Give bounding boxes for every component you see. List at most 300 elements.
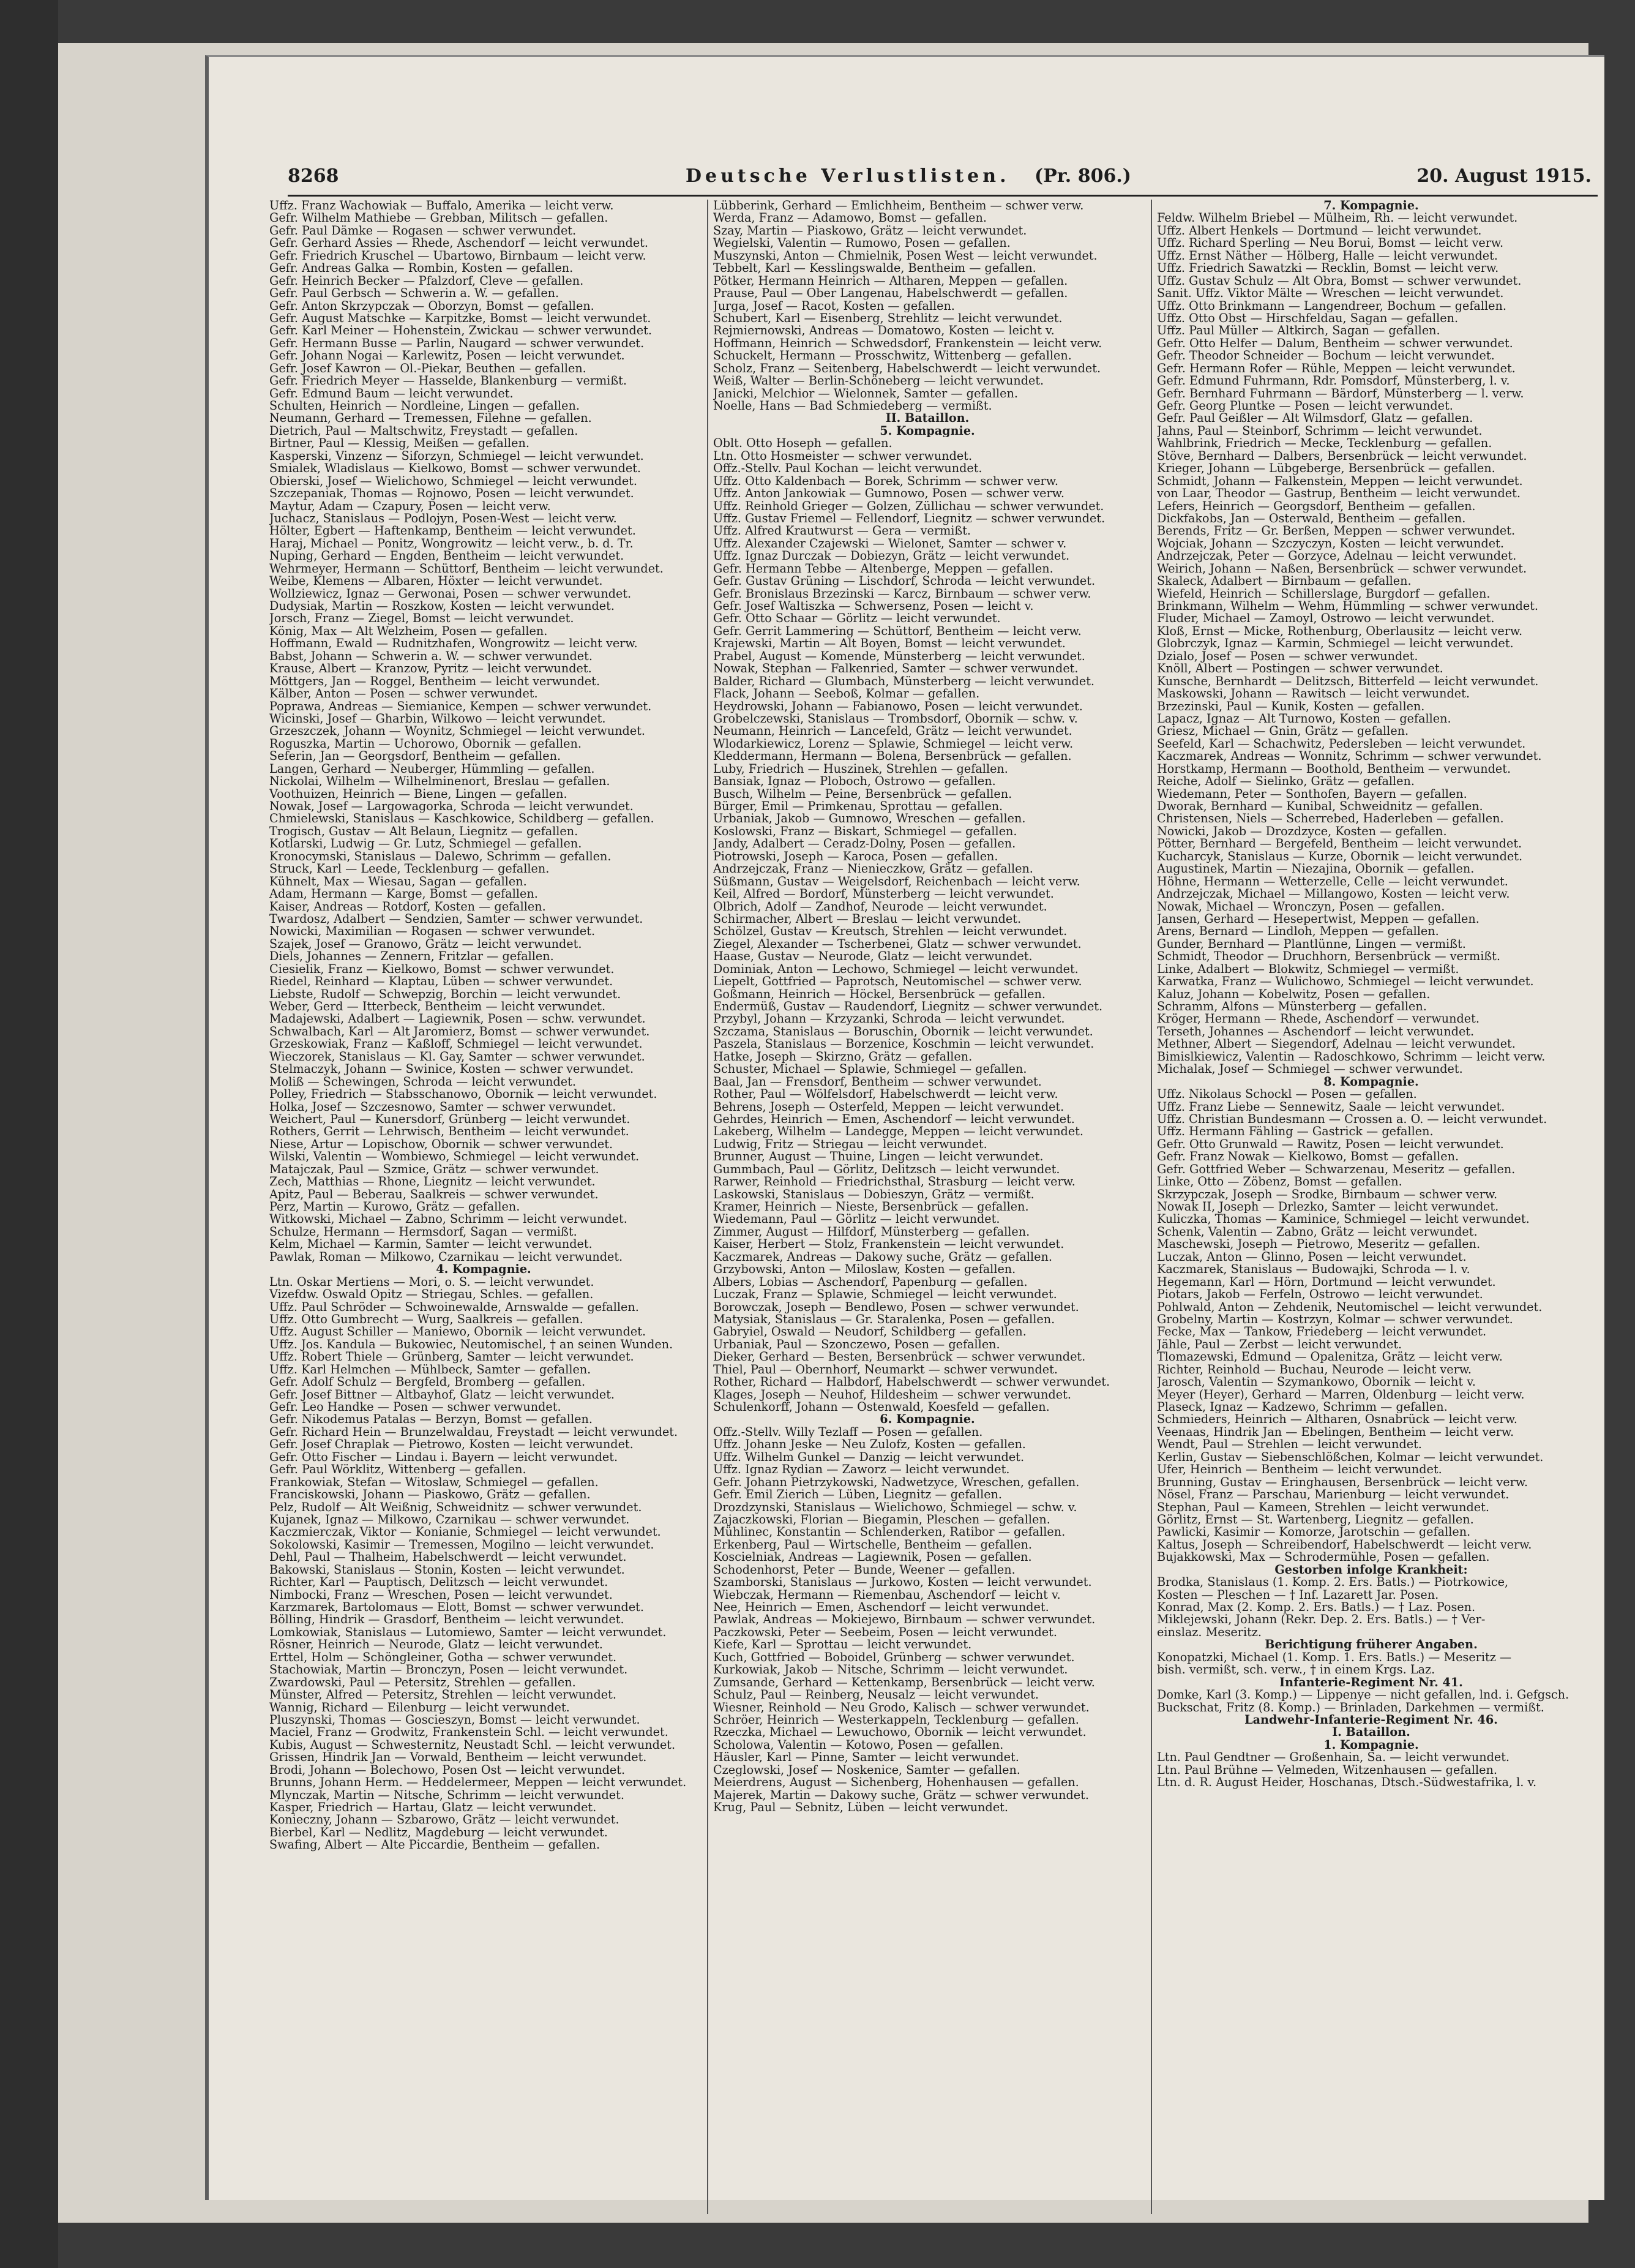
casualty-entry: Uffz. Karl Helmchen — Mühlbeck, Samter — gefallen. xyxy=(269,1363,591,1376)
casualty-entry: Lomkowiak, Stanislaus — Lutomiewo, Samter — leicht verwundet. xyxy=(269,1626,667,1639)
casualty-entry: Methner, Albert — Siegendorf, Adelnau — leicht verwundet. xyxy=(1157,1038,1516,1051)
casualty-entry: Uffz. Gustav Schulz — Alt Obra, Bomst — schwer verwundet. xyxy=(1157,274,1522,288)
casualty-entry: Gefr. Johann Nogai — Karlewitz, Posen — leicht verwundet. xyxy=(269,350,625,362)
casualty-entry: Neumann, Gerhard — Tremessen, Filehne — gefallen. xyxy=(269,412,592,425)
casualty-entry: Haase, Gustav — Neurode, Glatz — leicht verwundet. xyxy=(713,950,1033,963)
casualty-entry: Höhne, Hermann — Wetterzelle, Celle — leicht verwundet. xyxy=(1157,875,1508,888)
casualty-entry: Ufer, Heinrich — Bentheim — leicht verwundet. xyxy=(1157,1463,1442,1476)
casualty-entry: Trogisch, Gustav — Alt Belaun, Liegnitz — gefallen. xyxy=(269,825,578,838)
casualty-entry: Dudysiak, Martin — Roszkow, Kosten — leicht verwundet. xyxy=(269,600,615,613)
section-heading: Gestorben infolge Krankheit: xyxy=(1274,1563,1468,1577)
casualty-entry: Przybyl, Johann — Krzyzanki, Schroda — leicht verwundet. xyxy=(713,1013,1065,1026)
casualty-entry: Gefr. Gustav Grüning — Lischdorf, Schroda — leicht verwundet. xyxy=(713,575,1096,588)
casualty-entry: Ltn. Oskar Mertiens — Mori, o. S. — leicht verwundet. xyxy=(269,1275,594,1289)
casualty-entry: Wannig, Richard — Eilenburg — leicht verwundet. xyxy=(269,1701,570,1714)
casualty-entry: Lapacz, Ignaz — Alt Turnowo, Kosten — gefallen. xyxy=(1157,712,1451,726)
casualty-entry: Moliß — Schewingen, Schroda — leicht verwundet. xyxy=(269,1075,576,1089)
casualty-entry: Stachowiak, Martin — Bronczyn, Posen — leicht verwundet. xyxy=(269,1664,628,1677)
casualty-entry: Zumsande, Gerhard — Kettenkamp, Bersenbrück — leicht verw. xyxy=(713,1676,1095,1689)
casualty-entry: Chmielewski, Stanislaus — Kaschkowice, Schildberg — gefallen. xyxy=(269,813,654,825)
casualty-entry: Neumann, Heinrich — Lancefeld, Grätz — leicht verwundet. xyxy=(713,725,1072,738)
casualty-entry: Gefr. Josef Chraplak — Pietrowo, Kosten — leicht verwundet. xyxy=(269,1438,634,1451)
casualty-entry: Karwatka, Franz — Wulichowo, Schmiegel — leicht verwundet. xyxy=(1157,975,1534,988)
casualty-entry: Holka, Josef — Szczesnowo, Samter — schwer verwundet. xyxy=(269,1100,616,1113)
casualty-entry: Pohlwald, Anton — Zehdenik, Neutomischel — leicht verwundet. xyxy=(1157,1301,1543,1313)
casualty-entry: Busch, Wilhelm — Peine, Bersenbrück — gefallen. xyxy=(713,787,1012,800)
casualty-entry: Gefr. Paul Dämke — Rogasen — schwer verwundet. xyxy=(269,224,577,238)
casualty-entry: Thiel, Paul — Obernhorf, Neumarkt — schwer verwundet. xyxy=(713,1363,1058,1376)
casualty-entry: Jähle, Paul — Zerbst — leicht verwundet. xyxy=(1157,1338,1402,1351)
casualty-entry: Schramm, Alfons — Münsterberg — gefallen. xyxy=(1157,1001,1427,1013)
casualty-entry: Ltn. d. R. August Heider, Hoschanas, Dtsch.-Südwestafrika, l. v. xyxy=(1157,1776,1537,1789)
casualty-entry: einslaz. Meseritz. xyxy=(1157,1626,1262,1639)
casualty-entry: Gefr. Gerhard Assies — Rhede, Aschendorf — leicht verwundet. xyxy=(269,237,649,250)
casualty-entry: Gefr. Hermann Busse — Parlin, Naugard — schwer verwundet. xyxy=(269,337,645,350)
casualty-entry: Kubis, August — Schwesternitz, Neustadt Schl. — leicht verwundet. xyxy=(269,1738,676,1752)
casualty-entry: Liebste, Rudolf — Schwepzig, Borchin — leicht verwundet. xyxy=(269,988,621,1001)
casualty-entry: Skaleck, Adalbert — Birnbaum — gefallen. xyxy=(1157,575,1412,588)
casualty-entry: Jorsch, Franz — Ziegel, Bomst — leicht verwundet. xyxy=(269,612,574,625)
casualty-entry: Luczak, Franz — Splawie, Schmiegel — leicht verwundet. xyxy=(713,1288,1057,1301)
casualty-entry: Schulten, Heinrich — Nordleine, Lingen — gefallen. xyxy=(269,400,580,413)
casualty-entry: Kiefe, Karl — Sprottau — leicht verwundet. xyxy=(713,1639,972,1651)
casualty-entry: Fluder, Michael — Zamoyl, Ostrowo — leicht verwundet. xyxy=(1157,612,1495,625)
casualty-entry: Schmidt, Johann — Falkenstein, Meppen — leicht verwundet. xyxy=(1157,475,1523,488)
casualty-entry: Dzialo, Josef — Posen — schwer verwundet. xyxy=(1157,650,1418,663)
casualty-entry: Behrens, Joseph — Osterfeld, Meppen — leicht verwundet. xyxy=(713,1100,1064,1113)
casualty-entry: Uffz. Christian Bundesmann — Crossen a. O. — leicht verwundet. xyxy=(1157,1113,1547,1126)
casualty-entry: Baal, Jan — Frensdorf, Bentheim — schwer verwundet. xyxy=(713,1075,1042,1089)
casualty-entry: Rejmiernowski, Andreas — Domatowo, Kosten — leicht v. xyxy=(713,325,1055,337)
casualty-entry: Noelle, Hans — Bad Schmiedeberg — vermißt. xyxy=(713,400,992,413)
casualty-entry: Schulenkorff, Johann — Ostenwald, Koesfeld — gefallen. xyxy=(713,1401,1050,1414)
casualty-entry: Sokolowski, Kasimir — Tremessen, Mogilno — leicht verwundet. xyxy=(269,1538,654,1552)
casualty-entry: Dworak, Bernhard — Kunibal, Schweidnitz — gefallen. xyxy=(1157,800,1483,813)
casualty-entry: Koslowski, Franz — Biskart, Schmiegel — gefallen. xyxy=(713,825,1017,838)
casualty-entry: Weiß, Walter — Berlin-Schöneberg — leicht verwundet. xyxy=(713,375,1044,388)
casualty-entry: Arens, Bernard — Lindloh, Meppen — gefallen. xyxy=(1157,925,1439,938)
casualty-entry: Uffz. Paul Schröder — Schwoinewalde, Arnswalde — gefallen. xyxy=(269,1301,639,1313)
casualty-entry: Uffz. Alfred Krautwurst — Gera — vermißt. xyxy=(713,525,971,538)
casualty-entry: Bansiak, Ignaz — Ploboch, Ostrowo — gefallen. xyxy=(713,775,996,788)
casualty-entry: Uffz. Jos. Kandula — Bukowiec, Neutomischel, † an seinen Wunden. xyxy=(269,1338,673,1351)
casualty-entry: Kälber, Anton — Posen — schwer verwundet. xyxy=(269,688,538,700)
section-heading: 7. Kompagnie. xyxy=(1323,200,1419,212)
casualty-entry: Uffz. Alexander Czajewski — Wielonet, Samter — schwer v. xyxy=(713,537,1067,550)
casualty-entry: Brunner, August — Thuine, Lingen — leicht verwundet. xyxy=(713,1151,1044,1163)
casualty-entry: Ltn. Paul Brühne — Velmeden, Witzenhausen — gefallen. xyxy=(1157,1763,1497,1777)
casualty-entry: Wendt, Paul — Strehlen — leicht verwundet. xyxy=(1157,1438,1422,1451)
casualty-entry: Uffz. Paul Müller — Altkirch, Sagan — gefallen. xyxy=(1157,325,1440,337)
casualty-entry: Endermüß, Gustav — Raudendorf, Liegnitz — schwer verwundet. xyxy=(713,1001,1103,1013)
casualty-entry: Wehrmeyer, Hermann — Schüttorf, Bentheim — leicht verwundet. xyxy=(269,562,664,576)
casualty-entry: Tlomazewski, Edmund — Opalenitza, Grätz — leicht verw. xyxy=(1157,1351,1503,1364)
casualty-entry: Heydrowski, Johann — Fabianowo, Posen — leicht verwundet. xyxy=(713,700,1083,713)
casualty-entry: Grzeskowiak, Franz — Kaßloff, Schmiegel — leicht verwundet. xyxy=(269,1038,643,1051)
section-heading: 8. Kompagnie. xyxy=(1323,1075,1419,1089)
casualty-entry: Maschewski, Joseph — Pietrowo, Meseritz — gefallen. xyxy=(1157,1238,1481,1251)
casualty-entry: Dietrich, Paul — Maltschwitz, Freystadt — gefallen. xyxy=(269,424,578,438)
casualty-entry: Hölter, Egbert — Haftenkamp, Bentheim — leicht verwundet. xyxy=(269,525,636,538)
casualty-entry: Swafing, Albert — Alte Piccardie, Bentheim — gefallen. xyxy=(269,1839,600,1852)
casualty-entry: Smialek, Wladislaus — Kielkowo, Bomst — schwer verwundet. xyxy=(269,462,642,475)
casualty-entry: Gefr. Andreas Galka — Rombin, Kosten — gefallen. xyxy=(269,262,574,275)
casualty-entry: Adam, Hermann — Karge, Bomst — gefallen. xyxy=(269,888,538,901)
casualty-entry: Konrad, Max (2. Komp. 2. Ers. Batls.) — † Laz. Posen. xyxy=(1157,1601,1476,1614)
casualty-entry: Nowak, Stephan — Falkenried, Samter — schwer verwundet. xyxy=(713,663,1079,675)
casualty-entry: Kotlarski, Ludwig — Gr. Lutz, Schmiegel — gefallen. xyxy=(269,838,582,850)
section-heading: Landwehr-Infanterie-Regiment Nr. 46. xyxy=(1244,1713,1498,1727)
casualty-entry: Kronocymski, Stanislaus — Dalewo, Schrimm — gefallen. xyxy=(269,850,612,863)
casualty-entry: Uffz. Anton Jankowiak — Gumnowo, Posen — schwer verw. xyxy=(713,487,1064,500)
casualty-entry: Dickfakobs, Jan — Osterwald, Bentheim — gefallen. xyxy=(1157,512,1466,525)
casualty-entry: Wojciak, Johann — Szczyczyn, Kosten — leicht verwundet. xyxy=(1157,537,1504,550)
casualty-entry: Paszela, Stanislaus — Borzenice, Koschmin — leicht verwundet. xyxy=(713,1038,1094,1051)
casualty-entry: Prause, Paul — Ober Langenau, Habelschwerdt — gefallen. xyxy=(713,287,1068,300)
casualty-entry: Kuliczka, Thomas — Kaminice, Schmiegel — leicht verwundet. xyxy=(1157,1213,1530,1226)
casualty-entry: Stelmaczyk, Johann — Swinice, Kosten — schwer verwundet. xyxy=(269,1063,634,1076)
casualty-entry: Kelm, Michael — Karmin, Samter — leicht verwundet. xyxy=(269,1238,593,1251)
section-heading: Infanterie-Regiment Nr. 41. xyxy=(1279,1676,1463,1689)
casualty-entry: Kucharcyk, Stanislaus — Kurze, Obornik — leicht verwundet. xyxy=(1157,850,1523,863)
casualty-entry: Kröger, Hermann — Rhede, Aschendorf — verwundet. xyxy=(1157,1013,1480,1026)
casualty-entry: Szajek, Josef — Granowo, Grätz — leicht verwundet. xyxy=(269,937,582,951)
casualty-entry: Koscielniak, Andreas — Lagiewnik, Posen — gefallen. xyxy=(713,1551,1032,1564)
casualty-entry: König, Max — Alt Welzheim, Posen — gefallen. xyxy=(269,625,548,638)
casualty-entry: Brunning, Gustav — Eringhausen, Bersenbrück — leicht verw. xyxy=(1157,1476,1528,1489)
casualty-entry: Schirmacher, Albert — Breslau — leicht verwundet. xyxy=(713,912,1022,926)
page-number: 8268 xyxy=(288,165,339,187)
casualty-entry: Frankowiak, Stefan — Witoslaw, Schmiegel — gefallen. xyxy=(269,1476,599,1489)
casualty-entry: Kurkowiak, Jakob — Nitsche, Schrimm — leicht verwundet. xyxy=(713,1664,1068,1677)
casualty-entry: Gefr. Johann Pietrzykowski, Nadwetzyce, Wreschen, gefallen. xyxy=(713,1476,1080,1489)
casualty-entry: Gefr. Paul Gerbsch — Schwerin a. W. — gefallen. xyxy=(269,287,559,300)
casualty-entry: Gabryiel, Oswald — Neudorf, Schildberg — gefallen. xyxy=(713,1326,1027,1339)
casualty-entry: Brodka, Stanislaus (1. Komp. 2. Ers. Batls.) — Piotrkowice, xyxy=(1157,1576,1509,1589)
casualty-entry: Gefr. Emil Zierich — Lüben, Liegnitz — gefallen. xyxy=(713,1489,1003,1501)
casualty-entry: Erkenberg, Paul — Wirtschelle, Bentheim — gefallen. xyxy=(713,1538,1032,1552)
casualty-entry: Wiedemann, Paul — Görlitz — leicht verwundet. xyxy=(713,1213,1000,1226)
casualty-entry: Vizefdw. Oswald Opitz — Striegau, Schles. — gefallen. xyxy=(269,1288,594,1301)
casualty-entry: Kühnelt, Max — Wiesau, Sagan — gefallen. xyxy=(269,875,527,888)
casualty-entry: Uffz. Friedrich Sawatzki — Recklin, Bomst — leicht verw. xyxy=(1157,262,1499,275)
casualty-entry: Linke, Adalbert — Blokwitz, Schmiegel — vermißt. xyxy=(1157,963,1459,976)
casualty-entry: Christensen, Niels — Scherrebed, Haderleben — gefallen. xyxy=(1157,813,1504,825)
casualty-entry: Pawlak, Roman — Milkowo, Czarnikau — leicht verwundet. xyxy=(269,1250,623,1264)
casualty-entry: Ltn. Paul Gendtner — Großenhain, Sa. — leicht verwundet. xyxy=(1157,1751,1510,1764)
casualty-entry: Czeglowski, Josef — Noskenice, Samter — gefallen. xyxy=(713,1763,1020,1777)
casualty-entry: Kunsche, Bernhardt — Delitzsch, Bitterfeld — leicht verwundet. xyxy=(1157,675,1539,688)
casualty-entry: Rzeczka, Michael — Lewuchowo, Obornik — leicht verwundet. xyxy=(713,1726,1087,1739)
casualty-entry: von Laar, Theodor — Gastrup, Bentheim — leicht verwundet. xyxy=(1157,487,1521,500)
casualty-entry: Terseth, Johannes — Aschendorf — leicht verwundet. xyxy=(1157,1025,1475,1038)
casualty-entry: Richter, Reinhold — Buchau, Neurode — leicht verw. xyxy=(1157,1363,1472,1376)
casualty-entry: Struck, Karl — Leede, Tecklenburg — gefallen. xyxy=(269,863,550,876)
column-3 xyxy=(1157,200,1585,1789)
casualty-entry: Brzezinski, Paul — Kunik, Kosten — gefallen. xyxy=(1157,700,1425,713)
casualty-entry: Ciesielik, Franz — Kielkowo, Bomst — schwer verwundet. xyxy=(269,963,615,976)
casualty-entry: Piotrowski, Joseph — Karoca, Posen — gefallen. xyxy=(713,850,998,863)
casualty-entry: Rösner, Heinrich — Neurode, Glatz — leicht verwundet. xyxy=(269,1639,603,1651)
casualty-entry: Uffz. Ernst Näther — Hölberg, Halle — leicht verwundet. xyxy=(1157,249,1498,263)
casualty-entry: Twardosz, Adalbert — Sendzien, Samter — schwer verwundet. xyxy=(269,912,643,926)
casualty-entry: Globrczyk, Ignaz — Karmin, Schmiegel — leicht verwundet. xyxy=(1157,637,1514,650)
casualty-entry: Werda, Franz — Adamowo, Bomst — gefallen. xyxy=(713,212,987,225)
casualty-entry: Gefr. Richard Hein — Brunzelwaldau, Freystadt — leicht verwundet. xyxy=(269,1425,678,1439)
casualty-entry: Brinkmann, Wilhelm — Wehm, Hümmling — schwer verwundet. xyxy=(1157,600,1539,613)
casualty-entry: Kaiser, Herbert — Stolz, Frankenstein — leicht verwundet. xyxy=(713,1238,1064,1251)
casualty-entry: Schwalbach, Karl — Alt Jaromierz, Bomst — schwer verwundet. xyxy=(269,1025,650,1038)
casualty-entry: Konieczny, Johann — Szbarowo, Grätz — leicht verwundet. xyxy=(269,1814,619,1827)
casualty-entry: Krajewski, Martin — Alt Boyen, Bomst — leicht verwundet. xyxy=(713,637,1066,650)
casualty-entry: Pawlicki, Kasimir — Komorze, Jarotschin — gefallen. xyxy=(1157,1526,1471,1539)
casualty-entry: Griesz, Michael — Gnin, Grätz — gefallen. xyxy=(1157,725,1409,738)
casualty-entry: Süßmann, Gustav — Weigelsdorf, Reichenbach — leicht verw. xyxy=(713,875,1080,888)
casualty-entry: Mlynczak, Martin — Nitsche, Schrimm — leicht verwundet. xyxy=(269,1789,624,1801)
casualty-entry: Luczak, Anton — Glinno, Posen — leicht verwundet. xyxy=(1157,1250,1467,1264)
casualty-entry: Krieger, Johann — Lübgeberge, Bersenbrück — gefallen. xyxy=(1157,462,1495,475)
casualty-entry: Schölzel, Gustav — Kreutsch, Strehlen — leicht verwundet. xyxy=(713,925,1068,938)
casualty-entry: Schuckelt, Hermann — Prosschwitz, Wittenberg — gefallen. xyxy=(713,350,1072,362)
casualty-entry: Kerlin, Gustav — Siebenschlößchen, Kolmar — leicht verwundet. xyxy=(1157,1451,1544,1464)
casualty-entry: Gefr. Gottfried Weber — Schwarzenau, Meseritz — gefallen. xyxy=(1157,1163,1516,1176)
casualty-entry: Mühlinec, Konstantin — Schlenderken, Ratibor — gefallen. xyxy=(713,1526,1066,1539)
column-1 xyxy=(269,200,698,1852)
casualty-entry: Jandy, Adalbert — Ceradz-Dolny, Posen — gefallen. xyxy=(713,838,1016,850)
casualty-entry: Uffz. Johann Jeske — Neu Zulofz, Kosten — gefallen. xyxy=(713,1438,1026,1451)
casualty-entry: Reiche, Adolf — Sielinko, Grätz — gefallen. xyxy=(1157,775,1415,788)
casualty-entry: Gefr. Friedrich Meyer — Hasselde, Blankenburg — vermißt. xyxy=(269,375,627,388)
casualty-entry: Gefr. Edmund Fuhrmann, Rdr. Pomsdorf, Münsterberg, l. v. xyxy=(1157,375,1510,388)
casualty-entry: Gefr. Hermann Tebbe — Altenberge, Meppen — gefallen. xyxy=(713,562,1053,576)
casualty-entry: Schuster, Michael — Splawie, Schmiegel — gefallen. xyxy=(713,1063,1027,1076)
casualty-entry: Michalak, Josef — Schmiegel — schwer verwundet. xyxy=(1157,1063,1463,1076)
casualty-entry: Kleddermann, Hermann — Bolena, Bersenbrück — gefallen. xyxy=(713,750,1072,763)
casualty-entry: Horstkamp, Hermann — Boothold, Bentheim — verwundet. xyxy=(1157,762,1511,776)
casualty-entry: Tebbelt, Karl — Kesslingswalde, Bentheim — gefallen. xyxy=(713,262,1036,275)
casualty-entry: Schenk, Valentin — Zabno, Grätz — leicht verwundet. xyxy=(1157,1225,1478,1239)
casualty-entry: Goßmann, Heinrich — Höckel, Bersenbrück — gefallen. xyxy=(713,988,1046,1001)
casualty-entry: Hegemann, Karl — Hörn, Dortmund — leicht verwundet. xyxy=(1157,1275,1496,1289)
casualty-entry: Schodenhorst, Peter — Bunde, Weener — gefallen. xyxy=(713,1563,1016,1577)
casualty-entry: Wiebczak, Hermann — Riemenbau, Aschendorf — leicht v. xyxy=(713,1588,1061,1601)
casualty-entry: Kaczmarek, Andreas — Dakowy suche, Grätz — gefallen. xyxy=(713,1250,1052,1264)
casualty-entry: Häusler, Karl — Pinne, Samter — leicht verwundet. xyxy=(713,1751,1019,1764)
casualty-entry: Gefr. Franz Nowak — Kielkowo, Bomst — gefallen. xyxy=(1157,1151,1459,1163)
casualty-entry: Jarosch, Valentin — Szymankowo, Obornik — leicht v. xyxy=(1157,1376,1476,1389)
page-header xyxy=(288,165,1598,190)
casualty-entry: Meierdrens, August — Sichenberg, Hohenhausen — gefallen. xyxy=(713,1776,1079,1789)
casualty-entry: Witkowski, Michael — Zabno, Schrimm — leicht verwundet. xyxy=(269,1213,627,1226)
casualty-entry: Maytur, Adam — Czapury, Posen — leicht verw. xyxy=(269,500,551,513)
casualty-entry: Wilski, Valentin — Wombiewo, Schmiegel — leicht verwundet. xyxy=(269,1151,640,1163)
casualty-entry: Nimbocki, Franz — Wreschen, Posen — leicht verwundet. xyxy=(269,1588,613,1601)
casualty-entry: Perz, Martin — Kurowo, Grätz — gefallen. xyxy=(269,1201,520,1214)
casualty-entry: Franciskowski, Johann — Piaskowo, Grätz — gefallen. xyxy=(269,1489,591,1501)
casualty-entry: Nuping, Gerhard — Engden, Bentheim — leicht verwundet. xyxy=(269,550,624,563)
casualty-entry: Gefr. Adolf Schulz — Bergfeld, Bromberg — gefallen. xyxy=(269,1376,586,1389)
casualty-entry: Lübberink, Gerhard — Emlichheim, Bentheim — schwer verw. xyxy=(713,200,1084,212)
casualty-entry: Ziegel, Alexander — Tscherbenei, Glatz — schwer verwundet. xyxy=(713,937,1082,951)
casualty-entry: Schmieders, Heinrich — Altharen, Osnabrück — leicht verw. xyxy=(1157,1413,1517,1426)
casualty-entry: Gefr. Karl Meiner — Hohenstein, Zwickau — schwer verwundet. xyxy=(269,325,652,337)
casualty-entry: Uffz. Ignaz Durczak — Dobiezyn, Grätz — leicht verwundet. xyxy=(713,550,1070,563)
casualty-entry: Gefr. Otto Grunwald — Rawitz, Posen — leicht verwundet. xyxy=(1157,1138,1504,1151)
casualty-entry: Gefr. Edmund Baum — leicht verwundet. xyxy=(269,387,514,400)
casualty-entry: Maskowski, Johann — Rawitsch — leicht verwundet. xyxy=(1157,688,1470,700)
casualty-entry: Diels, Johannes — Zennern, Fritzlar — gefallen. xyxy=(269,950,554,963)
casualty-entry: Gefr. Bronislaus Brzezinski — Karcz, Birnbaum — schwer verw. xyxy=(713,587,1091,600)
casualty-entry: Skrzypczak, Joseph — Srodke, Birnbaum — schwer verw. xyxy=(1157,1188,1498,1201)
casualty-entry: Grobelny, Martin — Kostrzyn, Kolmar — schwer verwundet. xyxy=(1157,1313,1513,1326)
casualty-entry: Zwardowski, Paul — Petersitz, Strehlen — gefallen. xyxy=(269,1676,576,1689)
casualty-entry: Uffz. Reinhold Grieger — Golzen, Züllichau — schwer verwundet. xyxy=(713,500,1104,513)
casualty-entry: Bürger, Emil — Primkenau, Sprottau — gefallen. xyxy=(713,800,1003,813)
casualty-entry: Niese, Artur — Lopischow, Obornik — schwer verwundet. xyxy=(269,1138,613,1151)
casualty-entry: Sanit. Uffz. Viktor Mälte — Wreschen — leicht verwundet. xyxy=(1157,287,1504,300)
casualty-entry: Liepelt, Gottfried — Paprotsch, Neutomischel — schwer verw. xyxy=(713,975,1082,988)
casualty-entry: Gefr. Josef Bittner — Altbayhof, Glatz — leicht verwundet. xyxy=(269,1388,615,1401)
casualty-entry: Dehl, Paul — Thalheim, Habelschwerdt — leicht verwundet. xyxy=(269,1551,627,1564)
casualty-entry: Pelz, Rudolf — Alt Weißnig, Schweidnitz — schwer verwundet. xyxy=(269,1501,642,1514)
casualty-entry: Gefr. Paul Geißler — Alt Wilmsdorf, Glatz — gefallen. xyxy=(1157,412,1473,425)
casualty-entry: Weber, Gerd — Itterbeck, Bentheim — leicht verwundet. xyxy=(269,1001,606,1013)
casualty-entry: Balder, Richard — Glumbach, Münsterberg — leicht verwundet. xyxy=(713,675,1095,688)
casualty-entry: Urbaniak, Paul — Szonczewo, Posen — gefallen. xyxy=(713,1338,1000,1351)
casualty-entry: Schubert, Karl — Eisenberg, Strehlitz — leicht verwundet. xyxy=(713,312,1063,325)
section-heading: 1. Kompagnie. xyxy=(1323,1738,1419,1752)
casualty-entry: Uffz. Franz Liebe — Sennewitz, Saale — leicht verwundet. xyxy=(1157,1100,1505,1113)
casualty-entry: Kaiser, Andreas — Rotdorf, Kosten — gefallen. xyxy=(269,900,546,913)
casualty-entry: Gefr. Hermann Rofer — Rühle, Meppen — leicht verwundet. xyxy=(1157,362,1516,375)
casualty-entry: Juchacz, Stanislaus — Podlojyn, Posen-West — leicht verw. xyxy=(269,512,617,525)
casualty-entry: Münster, Alfred — Petersitz, Strehlen — leicht verwundet. xyxy=(269,1689,616,1702)
casualty-entry: Scholowa, Valentin — Kotowo, Posen — gefallen. xyxy=(713,1738,1004,1752)
casualty-entry: Oblt. Otto Hoseph — gefallen. xyxy=(713,437,892,450)
casualty-entry: Kosten — Pleschen — † Inf. Lazarett Jar. Posen. xyxy=(1157,1588,1439,1601)
casualty-entry: Nowicki, Maximilian — Rogasen — schwer verwundet. xyxy=(269,925,596,938)
casualty-entry: Zimmer, August — Hilfdorf, Münsterberg — gefallen. xyxy=(713,1225,1030,1239)
casualty-entry: Kaczmierczak, Viktor — Konianie, Schmiegel — leicht verwundet. xyxy=(269,1526,661,1539)
casualty-entry: Nowak, Michael — Wronczyn, Posen — gefallen. xyxy=(1157,900,1445,913)
casualty-entry: Szamborski, Stanislaus — Jurkowo, Kosten — leicht verwundet. xyxy=(713,1576,1092,1589)
column-2 xyxy=(713,200,1142,1814)
casualty-entry: Wegielski, Valentin — Rumowo, Posen — gefallen. xyxy=(713,237,1011,250)
casualty-entry: Riedel, Reinhard — Klaptau, Lüben — schwer verwundet. xyxy=(269,975,613,988)
casualty-entry: Offz.-Stellv. Willy Tezlaff — Posen — gefallen. xyxy=(713,1425,983,1439)
casualty-entry: Uffz. Otto Brinkmann — Langendreer, Bochum — gefallen. xyxy=(1157,299,1506,312)
casualty-entry: Rothers, Gerrit — Lehrwisch, Bentheim — leicht verwundet. xyxy=(269,1125,629,1138)
casualty-entry: Ludwig, Fritz — Striegau — leicht verwundet. xyxy=(713,1138,987,1151)
casualty-entry: Kramer, Heinrich — Nieste, Bersenbrück — gefallen. xyxy=(713,1201,1029,1214)
casualty-entry: Paczkowski, Peter — Seebeim, Posen — leicht verwundet. xyxy=(713,1626,1057,1639)
casualty-entry: Gefr. Friedrich Kruschel — Ubartowo, Birnbaum — leicht verw. xyxy=(269,249,646,263)
casualty-entry: Nowicki, Jakob — Drozdzyce, Kosten — gefallen. xyxy=(1157,825,1447,838)
casualty-entry: Polley, Friedrich — Stabsschanowo, Obornik — leicht verwundet. xyxy=(269,1088,657,1101)
casualty-entry: Dominiak, Anton — Lechowo, Schmiegel — leicht verwundet. xyxy=(713,963,1079,976)
casualty-entry: Kaczmarek, Andreas — Wonnitz, Schrimm — schwer verwundet. xyxy=(1157,750,1542,763)
casualty-entry: Gefr. Otto Helfer — Dalum, Bentheim — schwer verwundet. xyxy=(1157,337,1513,350)
casualty-entry: Matajczak, Paul — Szmice, Grätz — schwer verwundet. xyxy=(269,1163,599,1176)
casualty-entry: Buckschat, Fritz (8. Komp.) — Brinladen, Darkehmen — vermißt. xyxy=(1157,1701,1544,1714)
casualty-entry: Grissen, Hindrik Jan — Vorwald, Bentheim — leicht verwundet. xyxy=(269,1751,647,1764)
casualty-entry: Flack, Johann — Seeboß, Kolmar — gefallen. xyxy=(713,688,980,700)
casualty-entry: Seferin, Jan — Georgsdorf, Bentheim — gefallen. xyxy=(269,750,561,763)
casualty-entry: Erttel, Holm — Schöngleiner, Gotha — schwer verwundet. xyxy=(269,1651,617,1664)
casualty-entry: Jansen, Gerhard — Hesepertwist, Meppen — gefallen. xyxy=(1157,912,1480,926)
casualty-entry: Luby, Friedrich — Huszinek, Strehlen — gefallen. xyxy=(713,762,1008,776)
casualty-entry: Weibe, Klemens — Albaren, Höxter — leicht verwundet. xyxy=(269,575,603,588)
casualty-entry: Grzeszczek, Johann — Woynitz, Schmiegel — leicht verwundet. xyxy=(269,725,646,738)
casualty-entry: Fecke, Max — Tankow, Friedeberg — leicht verwundet. xyxy=(1157,1326,1487,1339)
casualty-entry: Jahns, Paul — Steinborf, Schrimm — leicht verwundet. xyxy=(1157,424,1483,438)
column-divider xyxy=(707,200,708,2214)
casualty-entry: Janicki, Melchior — Wielonnek, Samter — gefallen. xyxy=(713,387,1018,400)
casualty-entry: Berends, Fritz — Gr. Berßen, Meppen — schwer verwundet. xyxy=(1157,525,1516,538)
casualty-entry: Karzmarek, Bartolomaus — Elott, Bomst — schwer verwundet. xyxy=(269,1601,644,1614)
casualty-entry: Hoffmann, Ewald — Rudnitzhafen, Wongrowitz — leicht verw. xyxy=(269,637,638,650)
casualty-entry: Gefr. Otto Fischer — Lindau i. Bayern — leicht verwundet. xyxy=(269,1451,618,1464)
casualty-entry: Nösel, Franz — Parschau, Marienburg — leicht verwundet. xyxy=(1157,1489,1510,1501)
casualty-entry: Seefeld, Karl — Schachwitz, Pedersleben — leicht verwundet. xyxy=(1157,737,1526,751)
casualty-entry: Uffz. Robert Thiele — Grünberg, Samter — leicht verwundet. xyxy=(269,1351,634,1364)
casualty-entry: Szczepaniak, Thomas — Rojnowo, Posen — leicht verwundet. xyxy=(269,487,634,500)
casualty-entry: Uffz. Nikolaus Schockl — Posen — gefallen. xyxy=(1157,1088,1417,1101)
casualty-entry: Voothuizen, Heinrich — Biene, Lingen — gefallen. xyxy=(269,787,567,800)
issue-number: (Pr. 806.) xyxy=(1035,165,1131,187)
casualty-entry: Offz.-Stellv. Paul Kochan — leicht verwundet. xyxy=(713,462,982,475)
casualty-entry: Maciel, Franz — Grodwitz, Frankenstein Schl. — leicht verwundet. xyxy=(269,1726,668,1739)
casualty-entry: Bakowski, Stanislaus — Stonin, Kosten — leicht verwundet. xyxy=(269,1563,625,1577)
casualty-entry: Rother, Richard — Halbdorf, Habelschwerdt — schwer verwundet. xyxy=(713,1376,1110,1389)
casualty-entry: Bimislkiewicz, Valentin — Radoschkowo, Schrimm — leicht verw. xyxy=(1157,1050,1546,1064)
casualty-entry: Wlodarkiewicz, Lorenz — Splawie, Schmiegel — leicht verw. xyxy=(713,737,1074,751)
casualty-entry: Pötter, Bernhard — Bergefeld, Bentheim — leicht verwundet. xyxy=(1157,838,1522,850)
casualty-entry: Rarwer, Reinhold — Friedrichsthal, Strasburg — leicht verw. xyxy=(713,1176,1076,1188)
casualty-entry: Gefr. Theodor Schneider — Bochum — leicht verwundet. xyxy=(1157,350,1495,362)
casualty-entry: Piotars, Jakob — Ferfeln, Ostrowo — leicht verwundet. xyxy=(1157,1288,1483,1301)
casualty-entry: Urbaniak, Jakob — Gumnowo, Wreschen — gefallen. xyxy=(713,813,1026,825)
casualty-entry: Gefr. Anton Skrzypczak — Oborzyn, Bomst — gefallen. xyxy=(269,299,594,312)
casualty-entry: Gefr. August Matschke — Karpitzke, Bomst — leicht verwundet. xyxy=(269,312,651,325)
header-rule xyxy=(288,195,1598,197)
casualty-entry: Obierski, Josef — Wielichowo, Schmiegel — leicht verwundet. xyxy=(269,475,637,488)
casualty-entry: Hoffmann, Heinrich — Schwedsdorf, Frankenstein — leicht verw. xyxy=(713,337,1102,350)
casualty-entry: Domke, Karl (3. Komp.) — Lippenye — nicht gefallen, lnd. i. Gefgsch. xyxy=(1157,1689,1570,1702)
casualty-entry: Ltn. Otto Hosmeister — schwer verwundet. xyxy=(713,449,973,463)
casualty-entry: Gefr. Leo Handke — Posen — schwer verwundet. xyxy=(269,1401,561,1414)
casualty-entry: Uffz. Gustav Friemel — Fellendorf, Liegnitz — schwer verwundet. xyxy=(713,512,1106,525)
casualty-entry: Kasperski, Vinzenz — Siforzyn, Schmiegel — leicht verwundet. xyxy=(269,449,644,463)
casualty-entry: Uffz. August Schiller — Maniewo, Obornik — leicht verwundet. xyxy=(269,1326,646,1339)
casualty-entry: Schmidt, Theodor — Druchhorn, Bersenbrück — vermißt. xyxy=(1157,950,1500,963)
casualty-entry: Uffz. Albert Henkels — Dortmund — leicht verwundet. xyxy=(1157,224,1482,238)
casualty-entry: Krug, Paul — Sebnitz, Lüben — leicht verwundet. xyxy=(713,1801,1008,1814)
casualty-entry: Linke, Otto — Zöbenz, Bomst — gefallen. xyxy=(1157,1176,1402,1188)
casualty-entry: Kuch, Gottfried — Boboidel, Grünberg — schwer verwundet. xyxy=(713,1651,1075,1664)
casualty-entry: Gunder, Bernhard — Plantlünne, Lingen — vermißt. xyxy=(1157,937,1466,951)
casualty-entry: Gefr. Gerrit Lammering — Schüttorf, Bentheim — leicht verw. xyxy=(713,625,1082,638)
casualty-entry: Zajaczkowski, Florian — Biegamin, Pleschen — gefallen. xyxy=(713,1513,1050,1526)
casualty-entry: Olbrich, Adolf — Zandhof, Neurode — leicht verwundet. xyxy=(713,900,1047,913)
casualty-entry: Matysiak, Stanislaus — Gr. Staralenka, Posen — gefallen. xyxy=(713,1313,1055,1326)
casualty-entry: Uffz. Ignaz Rydian — Zaworz — leicht verwundet. xyxy=(713,1463,1010,1476)
casualty-entry: Lefers, Heinrich — Georgsdorf, Bentheim — gefallen. xyxy=(1157,500,1476,513)
casualty-entry: Majerek, Martin — Dakowy suche, Grätz — schwer verwundet. xyxy=(713,1789,1089,1801)
casualty-entry: Feldw. Wilhelm Briebel — Mülheim, Rh. — leicht verwundet. xyxy=(1157,212,1518,225)
casualty-entry: Poprawa, Andreas — Siemianice, Kempen — schwer verwundet. xyxy=(269,700,652,713)
casualty-entry: Pötker, Hermann Heinrich — Altharen, Meppen — gefallen. xyxy=(713,274,1068,288)
